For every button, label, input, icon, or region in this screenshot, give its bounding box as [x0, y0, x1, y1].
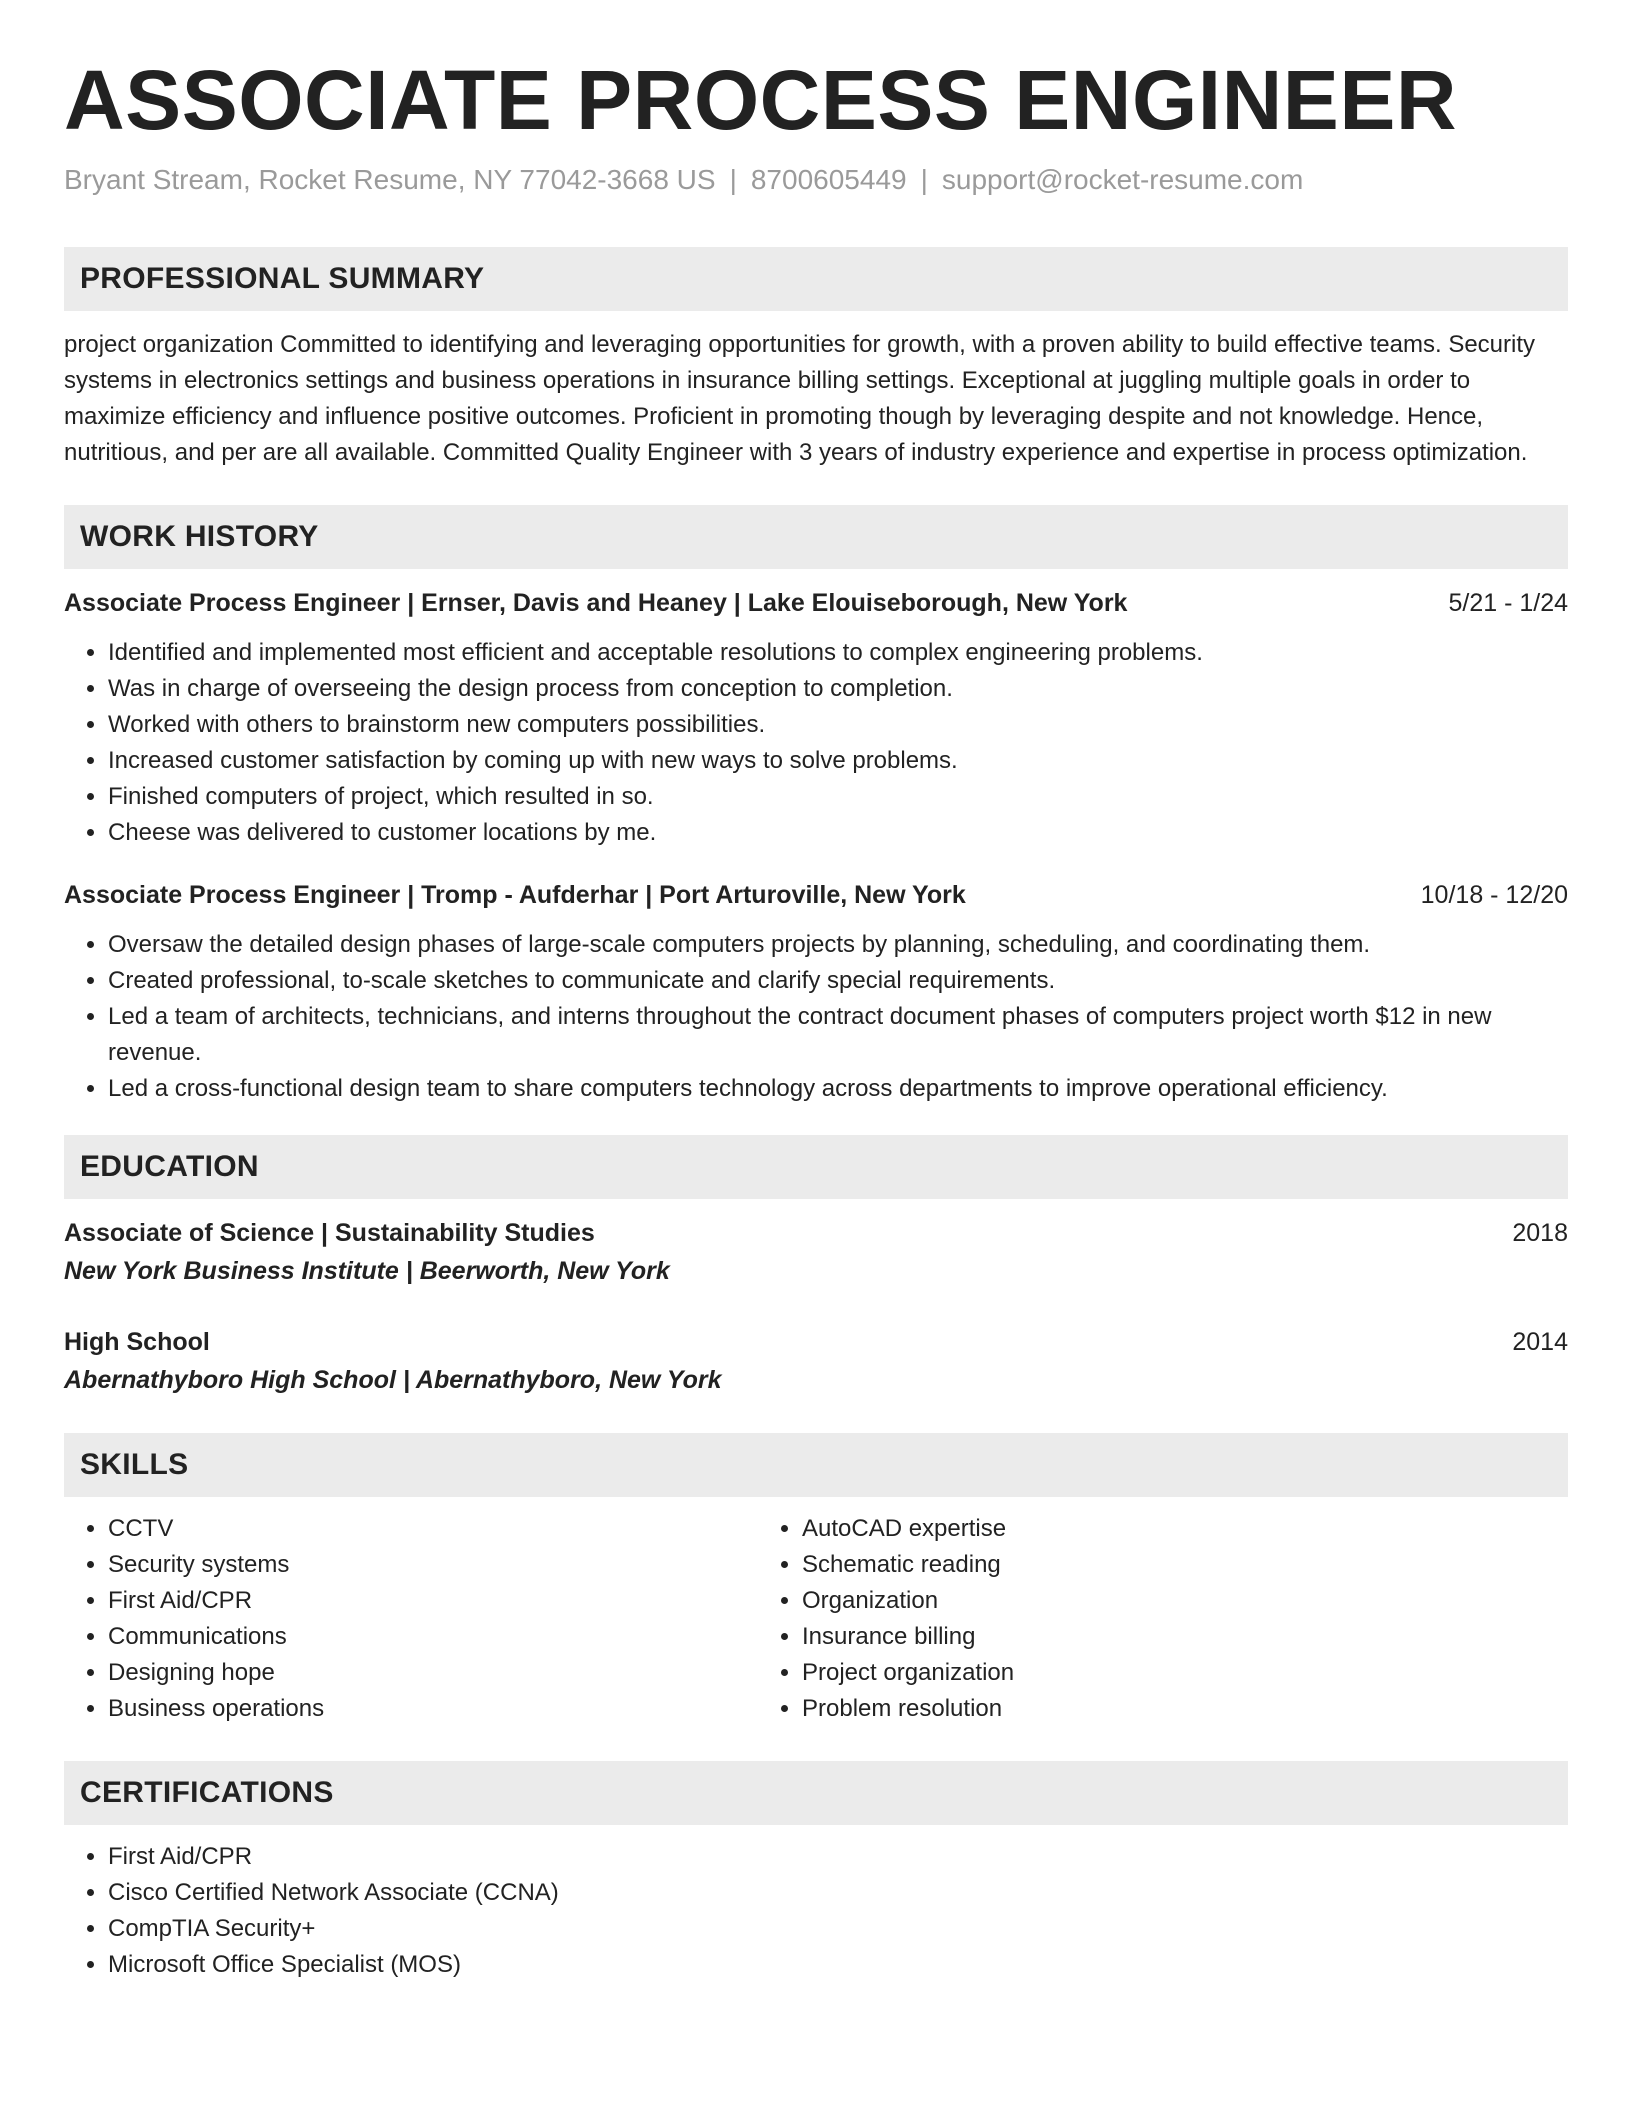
education-degree: High School: [64, 1327, 210, 1356]
certification-item: • CompTIA Security+: [108, 1911, 1568, 1947]
contact-phone: 8700605449: [750, 164, 907, 196]
skill-item: • Communications: [108, 1619, 758, 1655]
job-dates: 5/21 - 1/24: [1448, 588, 1568, 617]
job-header: [64, 585, 1568, 621]
skills-list-left: [64, 1511, 758, 1727]
job-bullet: • Worked with others to brainstorm new computers possibilities.: [108, 707, 1568, 743]
job-title: Associate Process Engineer | Tromp - Aufderhar | Port Arturoville, New York: [64, 880, 966, 909]
education-header: [64, 1324, 1568, 1361]
job-bullet: • Was in charge of overseeing the design process from conception to completion.: [108, 671, 1568, 707]
education-school: New York Business Institute | Beerworth, New York: [64, 1256, 670, 1285]
resume-name: ASSOCIATE PROCESS ENGINEER: [64, 53, 1458, 147]
job-bullets: [64, 635, 1568, 851]
education-school: Abernathyboro High School | Abernathyboro, New York: [64, 1365, 722, 1394]
skills-section: [64, 1433, 1568, 1727]
education-degree: Associate of Science | Sustainability Studies: [64, 1218, 595, 1247]
job-entry: [64, 585, 1568, 851]
job-entry: [64, 877, 1568, 1107]
education-year: 2018: [1512, 1218, 1568, 1247]
job-bullet: • Identified and implemented most efficient and acceptable resolutions to complex engineering problems.: [108, 635, 1568, 671]
skill-item: • Business operations: [108, 1691, 758, 1727]
job-bullet: • Oversaw the detailed design phases of large-scale computers projects by planning, scheduling, and coordinating them.: [108, 927, 1568, 963]
education-year: 2014: [1512, 1327, 1568, 1356]
section-heading-certifications: CERTIFICATIONS: [64, 1761, 1568, 1825]
skill-item: • First Aid/CPR: [108, 1583, 758, 1619]
skills-list-right: [758, 1511, 1568, 1727]
skill-item: • Project organization: [802, 1655, 1568, 1691]
skill-item: • AutoCAD expertise: [802, 1511, 1568, 1547]
work-history-section: [64, 505, 1568, 1107]
certification-item: • First Aid/CPR: [108, 1839, 1568, 1875]
job-bullets: [64, 927, 1568, 1107]
job-bullet: • Finished computers of project, which resulted in so.: [108, 779, 1568, 815]
skill-item: • Schematic reading: [802, 1547, 1568, 1583]
section-heading-education: EDUCATION: [64, 1135, 1568, 1199]
contact-separator: |: [729, 164, 737, 196]
education-header: [64, 1215, 1568, 1252]
job-bullet: • Created professional, to-scale sketches to communicate and clarify special requirements.: [108, 963, 1568, 999]
contact-address: Bryant Stream, Rocket Resume, NY 77042-3668 US: [64, 164, 716, 196]
education-section: [64, 1135, 1568, 1399]
job-bullet: • Increased customer satisfaction by coming up with new ways to solve problems.: [108, 743, 1568, 779]
job-bullet: • Led a cross-functional design team to share computers technology across departments to improve operational efficiency.: [108, 1071, 1568, 1107]
skill-item: • Security systems: [108, 1547, 758, 1583]
section-heading-summary: PROFESSIONAL SUMMARY: [64, 247, 1568, 311]
education-entry: [64, 1324, 1568, 1399]
job-title: Associate Process Engineer | Ernser, Davis and Heaney | Lake Elouiseborough, New York: [64, 588, 1128, 617]
education-entry: [64, 1215, 1568, 1290]
job-bullet: • Led a team of architects, technicians, and interns throughout the contract document phases of computers project worth $12 in new revenue.: [108, 999, 1568, 1071]
skill-item: • CCTV: [108, 1511, 758, 1547]
skill-item: • Designing hope: [108, 1655, 758, 1691]
contact-line: [64, 162, 1568, 198]
skill-item: • Problem resolution: [802, 1691, 1568, 1727]
section-heading-skills: SKILLS: [64, 1433, 1568, 1497]
certification-item: • Cisco Certified Network Associate (CCNA): [108, 1875, 1568, 1911]
job-bullet: • Cheese was delivered to customer locations by me.: [108, 815, 1568, 851]
certifications-list: [64, 1839, 1568, 1983]
skill-item: • Insurance billing: [802, 1619, 1568, 1655]
contact-separator: |: [920, 164, 928, 196]
certifications-section: [64, 1761, 1568, 1983]
job-header: [64, 877, 1568, 913]
contact-email: support@rocket-resume.com: [941, 164, 1304, 196]
summary-section: [64, 247, 1568, 471]
skill-item: • Organization: [802, 1583, 1568, 1619]
section-heading-work-history: WORK HISTORY: [64, 505, 1568, 569]
job-dates: 10/18 - 12/20: [1420, 880, 1568, 909]
summary-text: project organization Committed to identifying and leveraging opportunities for growth, with a proven ability to build effective teams. Security systems in electronics settings and business operations in insurance billing settings. Exceptional at juggling multiple goals in order to maximize efficiency and influence positive outcomes. Proficient in promoting though by leveraging despite and not knowledge. Hence, nutritious, and per are all available. Committed Quality Engineer with 3 years of industry experience and expertise in process optimization.: [64, 330, 1536, 466]
certification-item: • Microsoft Office Specialist (MOS): [108, 1947, 1568, 1983]
skills-grid: [64, 1511, 1568, 1727]
